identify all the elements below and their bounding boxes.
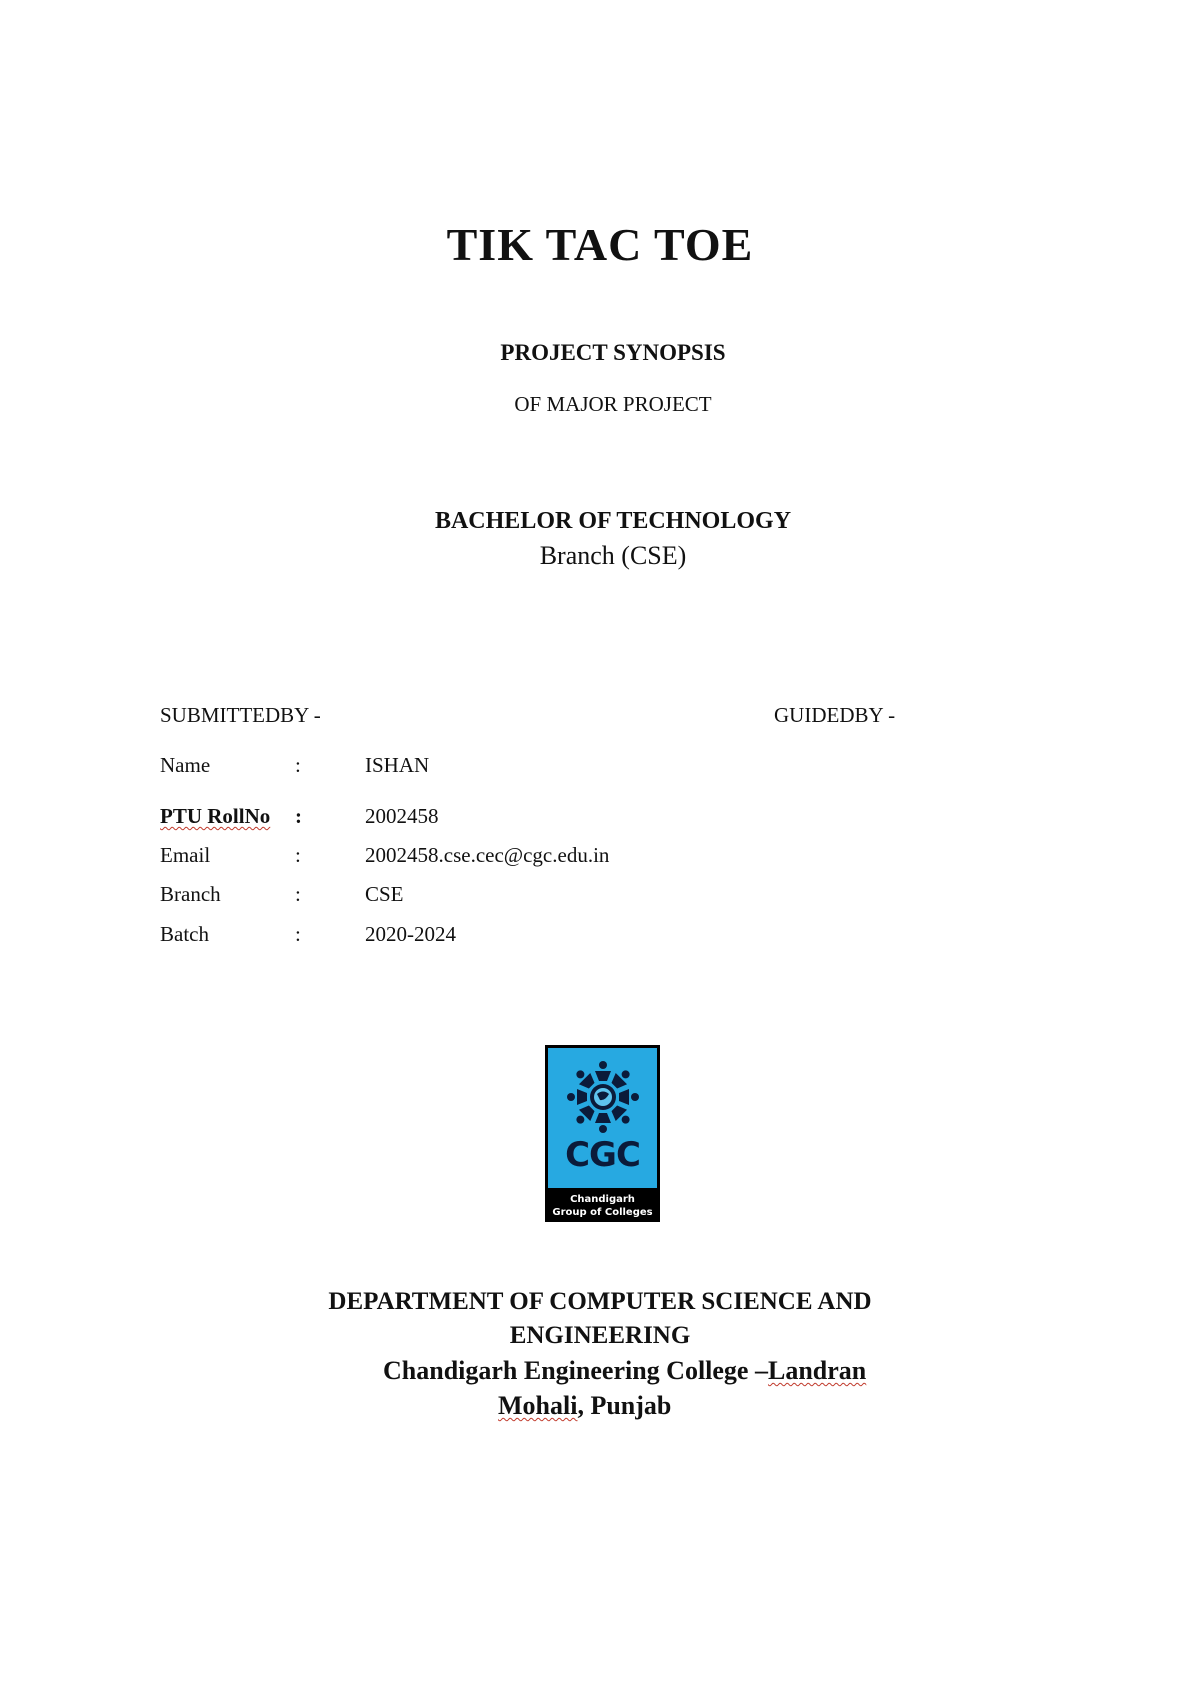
college-location: [498, 1391, 671, 1421]
city: Mohali: [498, 1391, 578, 1420]
branch-heading: Branch (CSE): [539, 541, 687, 570]
guided-by-label: GUIDEDBY -: [774, 703, 896, 727]
detail-value: ISHAN: [365, 753, 430, 777]
detail-separator: :: [295, 922, 301, 946]
degree-heading: BACHELOR OF TECHNOLOGY: [434, 508, 792, 534]
college-logo: [545, 1045, 660, 1222]
department-name-cont: ENGINEERING: [509, 1322, 691, 1349]
detail-label: Branch: [160, 882, 221, 906]
detail-label: Batch: [160, 922, 209, 946]
logo-text: CGC: [565, 1135, 640, 1175]
detail-value: 2020-2024: [365, 922, 456, 946]
detail-label: Name: [160, 753, 211, 777]
logo-subtitle: Chandigarh: [570, 1194, 635, 1205]
synopsis-heading: PROJECT SYNOPSIS: [500, 340, 726, 365]
globe-people-icon: [567, 1059, 639, 1135]
detail-label: PTU RollNo: [160, 804, 271, 828]
detail-value: 2002458: [365, 804, 439, 828]
detail-separator: :: [295, 843, 301, 867]
detail-separator: :: [295, 804, 302, 828]
college-name: [383, 1356, 866, 1386]
college-place: Landran: [767, 1356, 867, 1385]
document-title: TIK TAC TOE: [446, 219, 754, 270]
project-type: OF MAJOR PROJECT: [514, 392, 712, 416]
detail-value: CSE: [365, 882, 404, 906]
detail-separator: :: [295, 753, 301, 777]
detail-value: 2002458.cse.cec@cgc.edu.in: [365, 843, 610, 867]
logo-subtitle: Group of Colleges: [552, 1207, 653, 1218]
state: , Punjab: [577, 1391, 672, 1420]
detail-separator: :: [295, 882, 301, 906]
detail-label: Email: [160, 843, 211, 867]
department-name: DEPARTMENT OF COMPUTER SCIENCE AND: [328, 1288, 872, 1315]
submitted-by-label: SUBMITTEDBY -: [160, 703, 321, 727]
college-prefix: Chandigarh Engineering College –: [383, 1356, 768, 1385]
